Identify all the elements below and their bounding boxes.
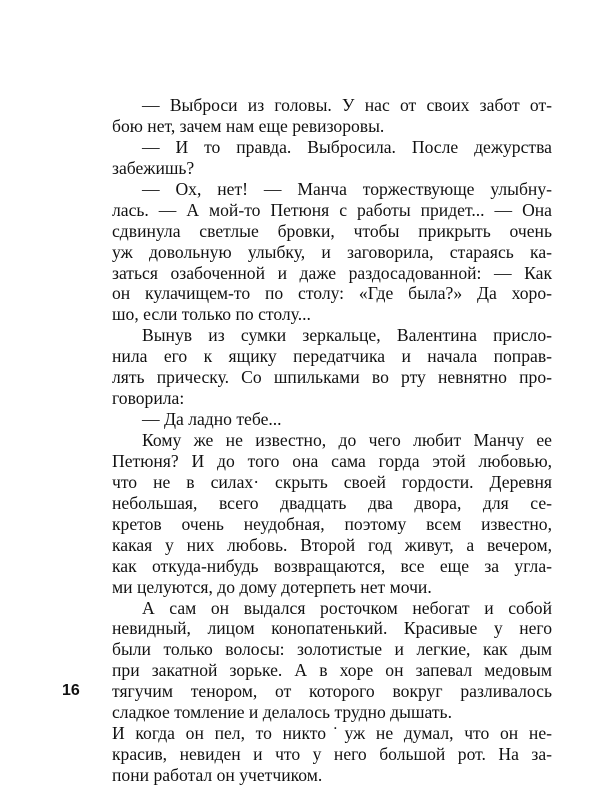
text-line: лась. — А мой-то Петюня с работы придет... — Она — [112, 199, 552, 220]
text-line: ми целуются, до дому дотерпеть нет мочи. — [112, 576, 432, 597]
text-line: были только волосы: золотистые и легкие, как дым — [112, 639, 552, 660]
text-line: уж довольную улыбку, и заговорила, стараясь ка- — [112, 241, 552, 262]
text-line: заться озабоченной и даже раздосадованной: — Как — [112, 262, 552, 283]
text-line: И когда он пел, то никто˙уж не думал, что он не- — [112, 723, 552, 744]
text-line: красив, невиден и что у него большой рот. На за- — [112, 744, 552, 765]
text-line: — Да ладно тебе... — [142, 409, 282, 430]
text-line: бою нет, зачем нам еще ревизоровы. — [112, 115, 385, 136]
text-line: он кулачищем-то по столу: «Где была?» Да хоро- — [112, 283, 552, 304]
text-line: Петюня? И до того она сама горда этой любовью, — [112, 450, 552, 471]
text-line: пони работал он учетчиком. — [112, 765, 323, 785]
text-line: А сам он выдался росточком небогат и собой — [142, 597, 552, 618]
text-line: нила его к ящику передатчика и начала поправ- — [112, 346, 552, 367]
text-line: что не в силах· скрыть своей гордости. Деревня — [112, 471, 552, 492]
text-line: сдвинула светлые бровки, чтобы прикрыть очень — [112, 220, 552, 241]
text-line: какая у них любовь. Второй год живут, а вечером, — [112, 534, 552, 555]
text-line: небольшая, всего двадцать два двора, для се- — [112, 492, 552, 513]
text-line: Вынув из сумки зеркальце, Валентина присло- — [142, 325, 552, 346]
text-line: — Выброси из головы. У нас от своих забот от- — [142, 95, 552, 115]
text-line: лять прическу. Со шпильками во рту невнятно про- — [112, 367, 552, 388]
text-line: как откуда-нибудь возвращаются, все еще за угла- — [112, 555, 552, 576]
text-line: невидный, лицом конопатенький. Красивые у него — [112, 618, 552, 639]
body-text — [112, 95, 552, 786]
text-line: забежишь? — [112, 157, 195, 178]
text-line: — Ох, нет! — Манча торжествующе улыбну- — [142, 178, 552, 199]
text-line: сладкое томление и делалось трудно дышать. — [112, 702, 452, 723]
text-line: говорила: — [112, 388, 185, 409]
page-number: 16 — [62, 682, 80, 699]
text-line: — И то правда. Выбросила. После дежурства — [142, 136, 552, 157]
text-line: Кому же не известно, до чего любит Манчу ее — [142, 430, 552, 450]
text-line: при закатной зорьке. А в хоре он запевал медовым — [112, 660, 552, 681]
text-line: кретов очень неудобная, поэтому всем известно, — [112, 513, 552, 534]
text-line: шо, если только по столу... — [112, 304, 311, 325]
text-line: тягучим тенором, от которого вокруг разливалось — [112, 681, 552, 702]
